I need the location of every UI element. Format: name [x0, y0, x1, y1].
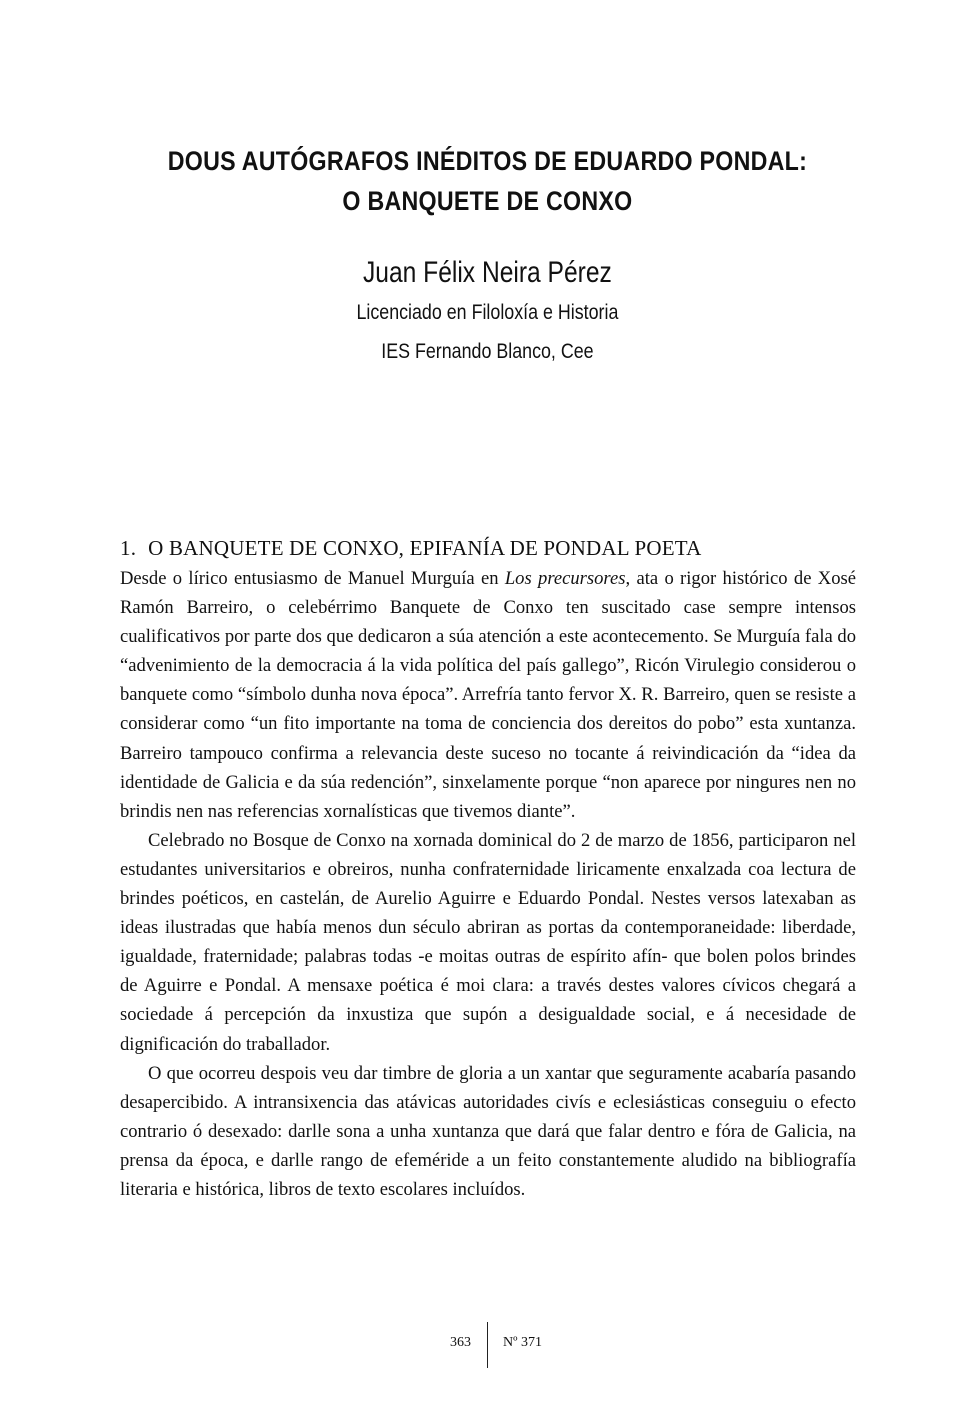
title-line-2: O BANQUETE DE CONXO: [342, 186, 633, 216]
book-title-italic: Los precursores: [504, 568, 626, 589]
author-degree: Licenciado en Filoloxía e Historia: [356, 301, 619, 324]
paragraph-1: [120, 564, 856, 826]
author-name: Juan Félix Neira Pérez: [362, 256, 612, 289]
article-body: [120, 564, 856, 1204]
paragraph-1-text-a: Desde o lírico entusiasmo de Manuel Murguía en: [120, 568, 505, 589]
page-footer: [0, 1322, 975, 1368]
page-number: 363: [450, 1335, 471, 1350]
section-title: O BANQUETE DE CONXO, EPIFANÍA DE PONDAL POETA: [148, 536, 702, 560]
paragraph-3: O que ocorreu despois veu dar timbre de gloria a un xantar que seguramente acabaría pasando desapercibido. A intransixencia das atávicas autoridades civís e eclesiásticas conseguiu o efecto contrario ó desexado: darlle sona a unha xuntanza que dará que falar dentro e fóra de Galicia, na prensa da época, e darlle rango de efeméride a un feito constantemente aludido na bibliografía literaria e histórica, libros de texto escolares incluídos.: [120, 1062, 856, 1200]
paragraph-2: Celebrado no Bosque de Conxo na xornada dominical do 2 de marzo de 1856, participaron nel estudantes universitarios e obreiros, nunha confraternidade liricamente enxalzada coa lectura de brindes poéticos, en castelán, de Aurelio Aguirre e Eduardo Pondal. Nestes versos latexaban as ideas ilustradas que había menos dun século abriran as portas da contemporaneidade: liberdade, igualdade, fraternidade; palabras todas -e moitas outras de espírito afín- que bolen polos brindes de Aguirre e Pondal. A mensaxe poética é moi clara: a través destes valores cívicos chegará a sociedade á percepción da inxustiza que supón a desigualdade social, e á necesidade de dignificación do traballador.: [120, 829, 856, 1055]
footer-divider: [487, 1322, 488, 1368]
paragraph-1-text-b: , ata o rigor histórico de Xosé Ramón Barreiro, o celebérrimo Banquete de Conxo ten suscitado case sempre intensos cualificativos por parte dos que dedicaron a súa atención a este acontecemento. Se Murguía fala do “advenimiento de la democracia á la vida política del país gallego”, Ricón Virulegio considerou o banquete como “símbolo dunha nova época”. Arrefría tanto fervor X. R. Barreiro, quen se resiste a considerar como “un fito importante na toma de conciencia dos dereitos do pobo” esta xuntanza. Barreiro tampouco confirma a relevancia deste suceso no tocante á reivindicación da “idea da identidade de Galicia e da súa redención”, sinxelamente porque “non aparece por ningures nen no brindis nen nas referencias xornalísticas que tivemos diante”.: [120, 568, 856, 822]
section-heading: [120, 533, 860, 563]
section-number: 1.: [120, 536, 137, 560]
issue-number: Nº 371: [503, 1335, 542, 1350]
author-institution: IES Fernando Blanco, Cee: [381, 340, 594, 363]
article-title: [68, 141, 907, 221]
title-line-1: DOUS AUTÓGRAFOS INÉDITOS DE EDUARDO PONDAL:: [167, 146, 808, 176]
